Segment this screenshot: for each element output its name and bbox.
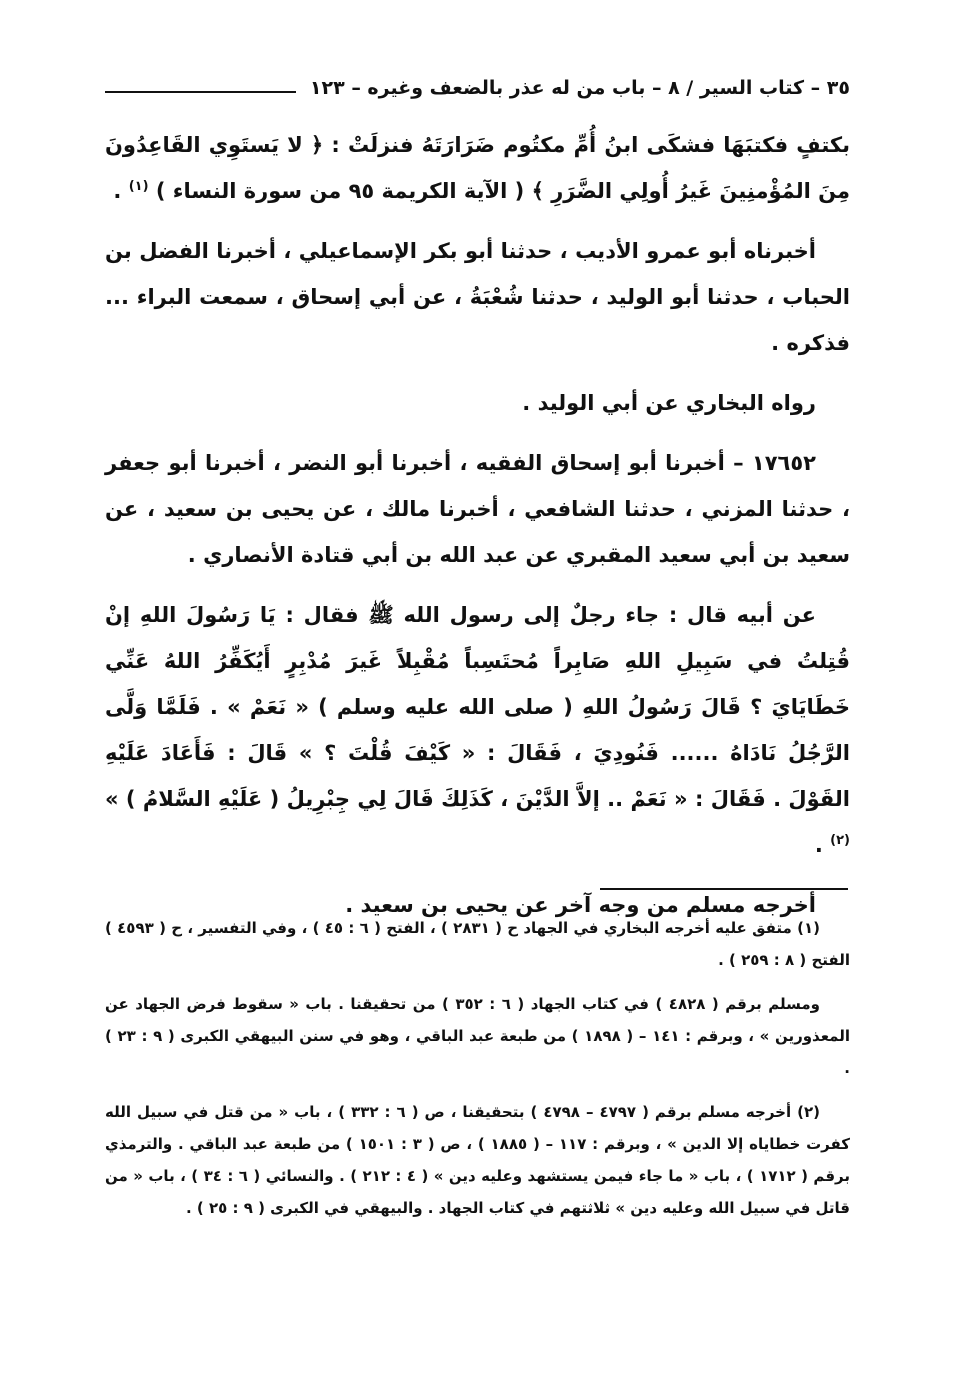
page-header xyxy=(105,70,850,106)
paragraph-5-text: عن أبيه قال : جاء رجلٌ إلى رسول الله ﷺ فقال : يَا رَسُولَ اللهِ إنْ قُتِلتُ في سَبِيلِ اللهِ صَابِراً مُحتَسِباً مُقْبِلاً غَيرَ مُدْبِرٍ أَيُكَفِّرُ اللهُ عَنِّي خَطَايَايَ ؟ قَالَ رَسُولُ اللهِ ( صلى الله عليه وسلم ) « نَعَمْ » . فَلَمَّا وَلَّى الرَّجُلُ نَادَاهُ ...... فَنُودِيَ ، فَقَالَ : « كَيْفَ قُلْتَ ؟ » قَالَ : فَأَعَادَ عَلَيْهِ القَوْلَ . فَقَالَ : « نَعَمْ .. إلاَّ الدَّيْنَ ، كَذَلِكَ قَالَ لِي جِبْرِيلُ ( عَلَيْهِ السَّلامُ ) » xyxy=(105,603,850,811)
footnote-1-continued: ومسلم برقم ( ٤٨٢٨ ) في كتاب الجهاد ( ٦ : ٣٥٢ ) من تحقيقنا . باب « سقوط فرض الجهاد عن المعذورين » ، وبرقم : ١٤١ – ( ١٨٩٨ ) من طبعة عبد الباقي ، وهو في سنن البيهقي الكبرى ( ٩ : ٢٣ ) . xyxy=(105,995,851,1077)
footnote-1: (١) متفق عليه أخرجه البخاري في الجهاد ح ( ٢٨٣١ ) ، الفتح ( ٦ : ٤٥ ) ، وفي التفسير ، ح ( ٤٥٩٣ ) الفتح ( ٨ : ٢٥٩ ) . xyxy=(105,919,850,969)
paragraph-5-end: . xyxy=(814,833,823,857)
paragraph-1-end: . xyxy=(113,179,122,203)
paragraph-5 xyxy=(105,592,850,868)
footnote-separator xyxy=(600,888,848,890)
paragraph-3: رواه البخاري عن أبي الوليد . xyxy=(522,391,816,415)
footnotes xyxy=(105,912,850,1236)
paragraph-6: أخرجه مسلم من وجه آخر عن يحيى بن سعيد . xyxy=(345,893,816,917)
footnote-ref-1: (١) xyxy=(128,179,149,194)
paragraph-2: أخبرناه أبو عمرو الأديب ، حدثنا أبو بكر الإسماعيلي ، أخبرنا الفضل بن الحباب ، حدثنا أبو الوليد ، حدثنا شُعْبَةُ ، عن أبي إسحاق ، سمعت البراء ... فذكره . xyxy=(105,239,850,355)
main-text xyxy=(105,122,850,942)
paragraph-1 xyxy=(105,122,850,214)
paragraph-1-text: بكتفٍ فكتبَهَا فشكَى ابنُ أُمِّ مكتُوم ضَرَارَتَهُ فنزلَتْ : ﴿ لا يَستَوِي القَاعِدُونَ مِنَ المُؤْمنِينَ غَيرُ أُولِي الضَّرَرِ ﴾ ( الآية الكريمة ٩٥ من سورة النساء ) xyxy=(105,133,850,203)
footnote-ref-2: (٢) xyxy=(830,833,850,848)
paragraph-4: ١٧٦٥٢ – أخبرنا أبو إسحاق الفقيه ، أخبرنا أبو النضر ، أخبرنا أبو جعفر ، حدثنا المزني ، حدثنا الشافعي ، أخبرنا مالك ، عن يحيى بن سعيد ، عن سعيد بن أبي سعيد المقبري عن عبد الله بن أبي قتادة الأنصاري . xyxy=(105,451,850,567)
footnote-2: (٢) أخرجه مسلم برقم ( ٤٧٩٧ – ٤٧٩٨ ) بتحقيقنا ، ص ( ٦ : ٣٣٢ ) ، باب « من قتل في سبيل الله كفرت خطاياه إلا الدين » ، وبرقم : ١١٧ – ( ١٨٨٥ ) ، ص ( ٣ : ١٥٠١ ) من طبعة عبد الباقي . والترمذي برقم ( ١٧١٢ ) ، باب « ما جاء فيمن يستشهد وعليه دين » ( ٤ : ٢١٢ ) . والنسائي ( ٦ : ٣٤ ) ، باب « من قاتل في سبيل الله وعليه دين » ثلاثتهم في كتاب الجهاد . والبيهقي في الكبرى ( ٩ : ٢٥ ) . xyxy=(105,1103,850,1217)
running-title: ٣٥ – كتاب السير / ٨ – باب من له عذر بالضعف وغيره – ١٢٣ xyxy=(309,77,850,99)
header-rule xyxy=(105,91,296,93)
